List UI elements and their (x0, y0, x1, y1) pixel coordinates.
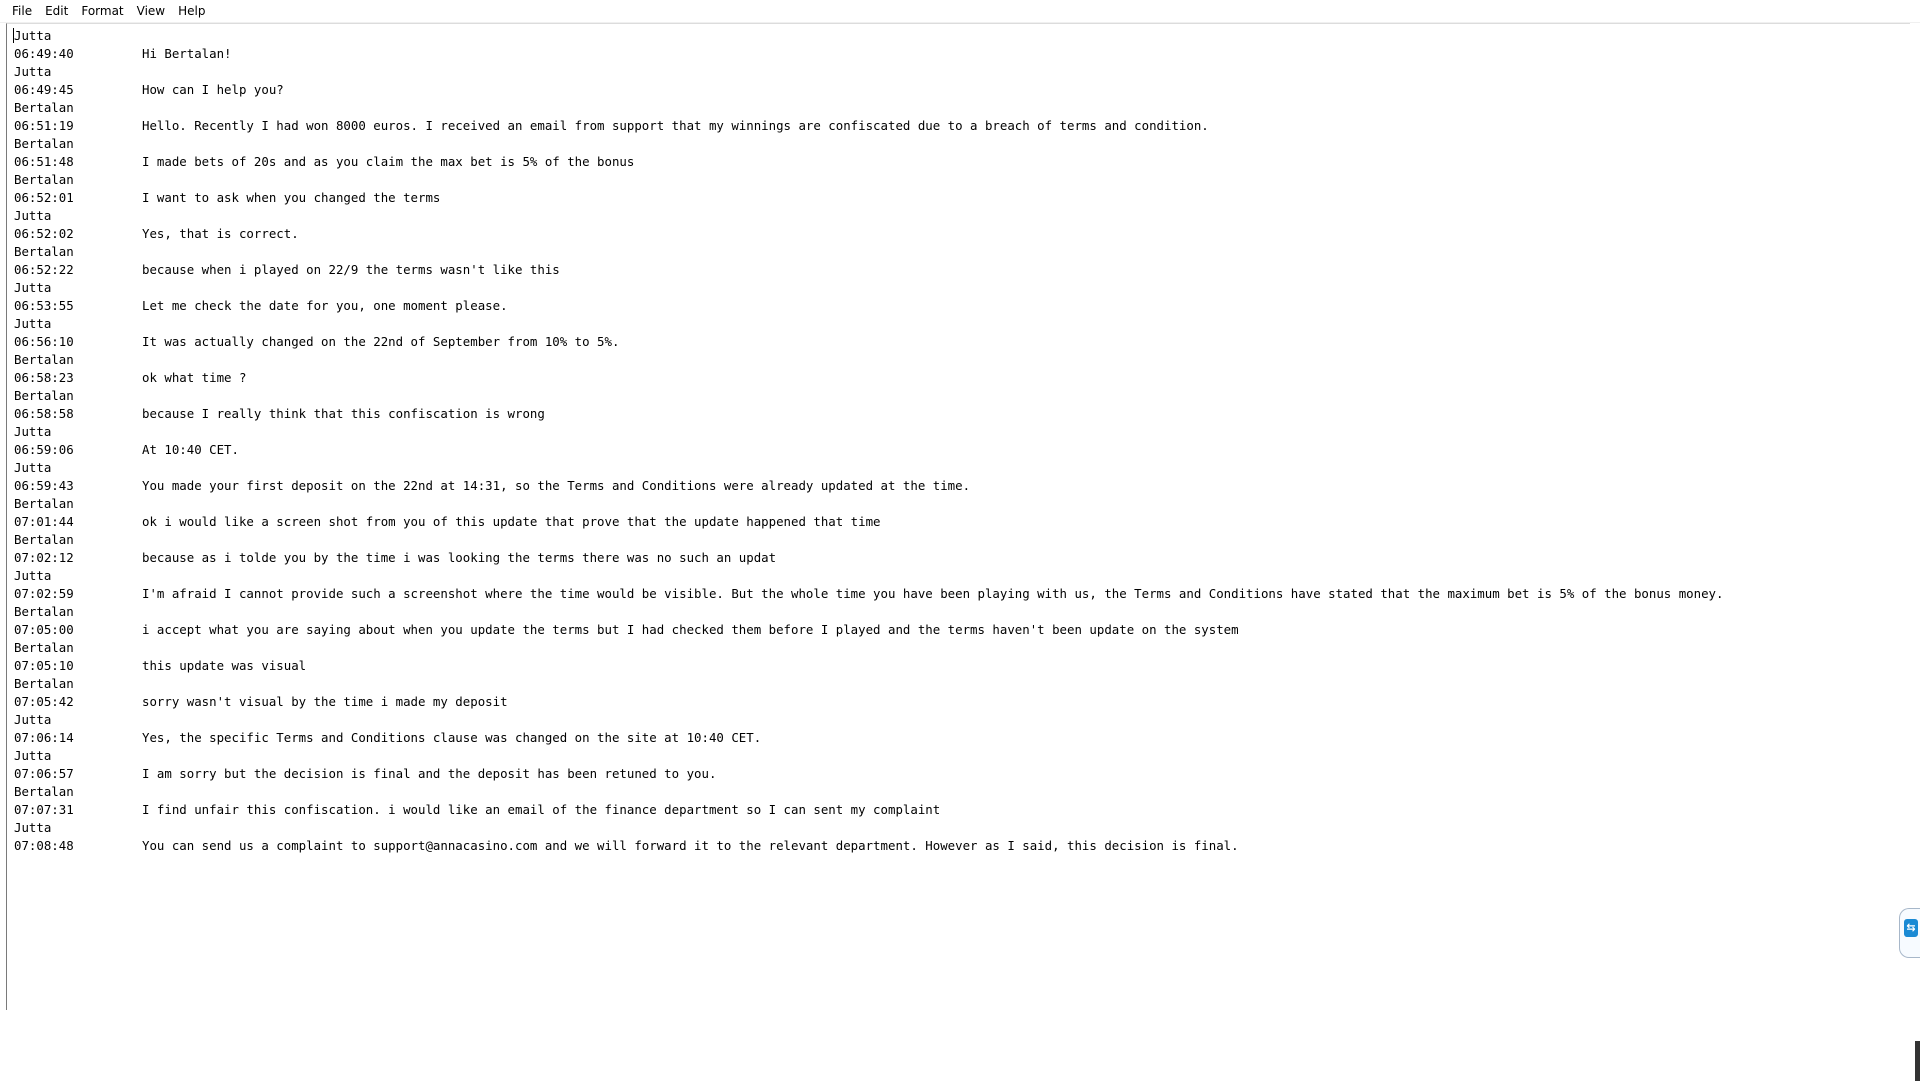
chat-speaker: Jutta (14, 208, 52, 223)
chat-message-text: It was actually changed on the 22nd of September from 10% to 5%. (142, 334, 620, 349)
chat-speaker: Jutta (14, 424, 52, 439)
chat-message-line (14, 693, 1723, 711)
chat-message-line (14, 837, 1723, 855)
chat-timestamp: 06:58:58 (14, 406, 74, 421)
chat-message-text: Yes, the specific Terms and Conditions clause was changed on the site at 10:40 CET. (142, 730, 762, 745)
chat-timestamp: 07:02:59 (14, 586, 74, 601)
chat-timestamp: 06:53:55 (14, 298, 74, 313)
chat-entry (14, 747, 1723, 783)
chat-message-text: ok i would like a screen shot from you of this update that prove that the update happened that time (142, 514, 881, 529)
chat-entry (14, 279, 1723, 315)
chat-speaker: Bertalan (14, 100, 74, 115)
chat-timestamp: 07:07:31 (14, 802, 74, 817)
chat-speaker: Bertalan (14, 604, 74, 619)
chat-message-line (14, 369, 1723, 387)
chat-timestamp: 06:51:48 (14, 154, 74, 169)
chat-entry (14, 243, 1723, 279)
chat-entry (14, 351, 1723, 387)
chat-message-text: because when i played on 22/9 the terms wasn't like this (142, 262, 560, 277)
chat-entry (14, 135, 1723, 171)
chat-message-line (14, 801, 1723, 819)
chat-speaker: Bertalan (14, 676, 74, 691)
chat-message-line (14, 549, 1723, 567)
chat-message-line (14, 621, 1723, 639)
chat-message-text: Hello. Recently I had won 8000 euros. I received an email from support that my winnings are confiscated due to a breach of terms and condition. (142, 118, 1209, 133)
chat-message-line (14, 513, 1723, 531)
chat-entry (14, 171, 1723, 207)
chat-message-line (14, 585, 1723, 603)
chat-speaker: Jutta (14, 64, 52, 79)
chat-timestamp: 07:06:57 (14, 766, 74, 781)
menu-format[interactable]: Format (81, 4, 124, 18)
chat-speaker: Bertalan (14, 784, 74, 799)
chat-message-line (14, 765, 1723, 783)
chat-timestamp: 07:06:14 (14, 730, 74, 745)
chat-timestamp: 07:02:12 (14, 550, 74, 565)
chat-entry (14, 63, 1723, 99)
chat-message-text: Yes, that is correct. (142, 226, 299, 241)
chat-message-text: You made your first deposit on the 22nd at 14:31, so the Terms and Conditions were already updated at the time. (142, 478, 971, 493)
chat-timestamp: 06:51:19 (14, 118, 74, 133)
chat-entry (14, 567, 1723, 603)
chat-entry (14, 387, 1723, 423)
chat-entry (14, 603, 1723, 639)
chat-timestamp: 07:05:10 (14, 658, 74, 673)
chat-entry (14, 495, 1723, 531)
chat-timestamp: 06:52:22 (14, 262, 74, 277)
chat-speaker: Jutta (14, 748, 52, 763)
menu-bar (0, 0, 1920, 23)
chat-entry (14, 711, 1723, 747)
chat-speaker: Bertalan (14, 352, 74, 367)
chat-message-text: You can send us a complaint to support@annacasino.com and we will forward it to the relevant department. However as I said, this decision is final. (142, 838, 1239, 853)
chat-message-text: Hi Bertalan! (142, 46, 232, 61)
chat-entry (14, 423, 1723, 459)
chat-speaker: Jutta (14, 316, 52, 331)
chat-entry (14, 27, 1723, 63)
text-editor-area[interactable] (6, 23, 1911, 1010)
chat-message-text: because I really think that this confiscation is wrong (142, 406, 545, 421)
chat-speaker: Bertalan (14, 532, 74, 547)
teamviewer-side-tab[interactable] (1899, 908, 1920, 958)
chat-timestamp: 06:59:43 (14, 478, 74, 493)
chat-entry (14, 99, 1723, 135)
chat-entry (14, 207, 1723, 243)
chat-timestamp: 06:49:45 (14, 82, 74, 97)
chat-speaker: Jutta (14, 280, 52, 295)
chat-speaker: Bertalan (14, 244, 74, 259)
chat-speaker: Jutta (14, 568, 52, 583)
chat-timestamp: 06:52:02 (14, 226, 74, 241)
chat-message-line (14, 153, 1723, 171)
menu-view[interactable]: View (136, 4, 166, 18)
chat-message-line (14, 729, 1723, 747)
chat-timestamp: 06:59:06 (14, 442, 74, 457)
chat-speaker: Bertalan (14, 496, 74, 511)
chat-transcript[interactable] (14, 27, 1723, 855)
chat-message-text: Let me check the date for you, one moment please. (142, 298, 508, 313)
chat-timestamp: 07:01:44 (14, 514, 74, 529)
chat-message-text: I'm afraid I cannot provide such a screenshot where the time would be visible. But the whole time you have been playing with us, the Terms and Conditions have stated that the maximum bet is 5% of the bonus money. (142, 586, 1724, 601)
chat-message-line (14, 405, 1723, 423)
chat-timestamp: 07:05:00 (14, 622, 74, 637)
chat-message-line (14, 81, 1723, 99)
chat-speaker: Bertalan (14, 136, 74, 151)
chat-message-text: I find unfair this confiscation. i would like an email of the finance department so I can sent my complaint (142, 802, 941, 817)
menu-edit[interactable]: Edit (45, 4, 69, 18)
chat-message-text: i accept what you are saying about when you update the terms but I had checked them before I played and the terms haven't been update on the system (142, 622, 1239, 637)
chat-message-line (14, 225, 1723, 243)
chat-speaker: Bertalan (14, 388, 74, 403)
chat-entry (14, 783, 1723, 819)
chat-message-text: I made bets of 20s and as you claim the max bet is 5% of the bonus (142, 154, 635, 169)
chat-message-text: ok what time ? (142, 370, 247, 385)
chat-entry (14, 639, 1723, 675)
chat-message-text: How can I help you? (142, 82, 284, 97)
chat-entry (14, 315, 1723, 351)
chat-entry (14, 531, 1723, 567)
chat-timestamp: 07:08:48 (14, 838, 74, 853)
chat-timestamp: 06:58:23 (14, 370, 74, 385)
chat-message-text: At 10:40 CET. (142, 442, 239, 457)
chat-message-text: this update was visual (142, 658, 307, 673)
chat-message-line (14, 657, 1723, 675)
chat-message-line (14, 45, 1723, 63)
chat-speaker: Jutta (14, 28, 52, 43)
chat-timestamp: 06:49:40 (14, 46, 74, 61)
teamviewer-icon: ⇆ (1904, 919, 1918, 937)
chat-message-text: I want to ask when you changed the terms (142, 190, 441, 205)
chat-message-line (14, 477, 1723, 495)
chat-speaker: Jutta (14, 712, 52, 727)
chat-message-line (14, 297, 1723, 315)
chat-message-text: because as i tolde you by the time i was looking the terms there was no such an updat (142, 550, 777, 565)
chat-message-line (14, 189, 1723, 207)
chat-speaker: Jutta (14, 820, 52, 835)
chat-timestamp: 07:05:42 (14, 694, 74, 709)
chat-message-text: I am sorry but the decision is final and the deposit has been retuned to you. (142, 766, 717, 781)
chat-speaker: Jutta (14, 460, 52, 475)
chat-entry (14, 675, 1723, 711)
menu-help[interactable]: Help (178, 4, 206, 18)
chat-entry (14, 459, 1723, 495)
chat-message-line (14, 261, 1723, 279)
chat-entry (14, 819, 1723, 855)
chat-message-line (14, 441, 1723, 459)
chat-message-line (14, 333, 1723, 351)
chat-speaker: Bertalan (14, 640, 74, 655)
chat-speaker: Bertalan (14, 172, 74, 187)
chat-message-text: sorry wasn't visual by the time i made my deposit (142, 694, 508, 709)
chat-message-line (14, 117, 1723, 135)
chat-timestamp: 06:56:10 (14, 334, 74, 349)
chat-timestamp: 06:52:01 (14, 190, 74, 205)
scrollbar-thumb[interactable] (1915, 1041, 1920, 1081)
menu-file[interactable]: File (12, 4, 33, 18)
